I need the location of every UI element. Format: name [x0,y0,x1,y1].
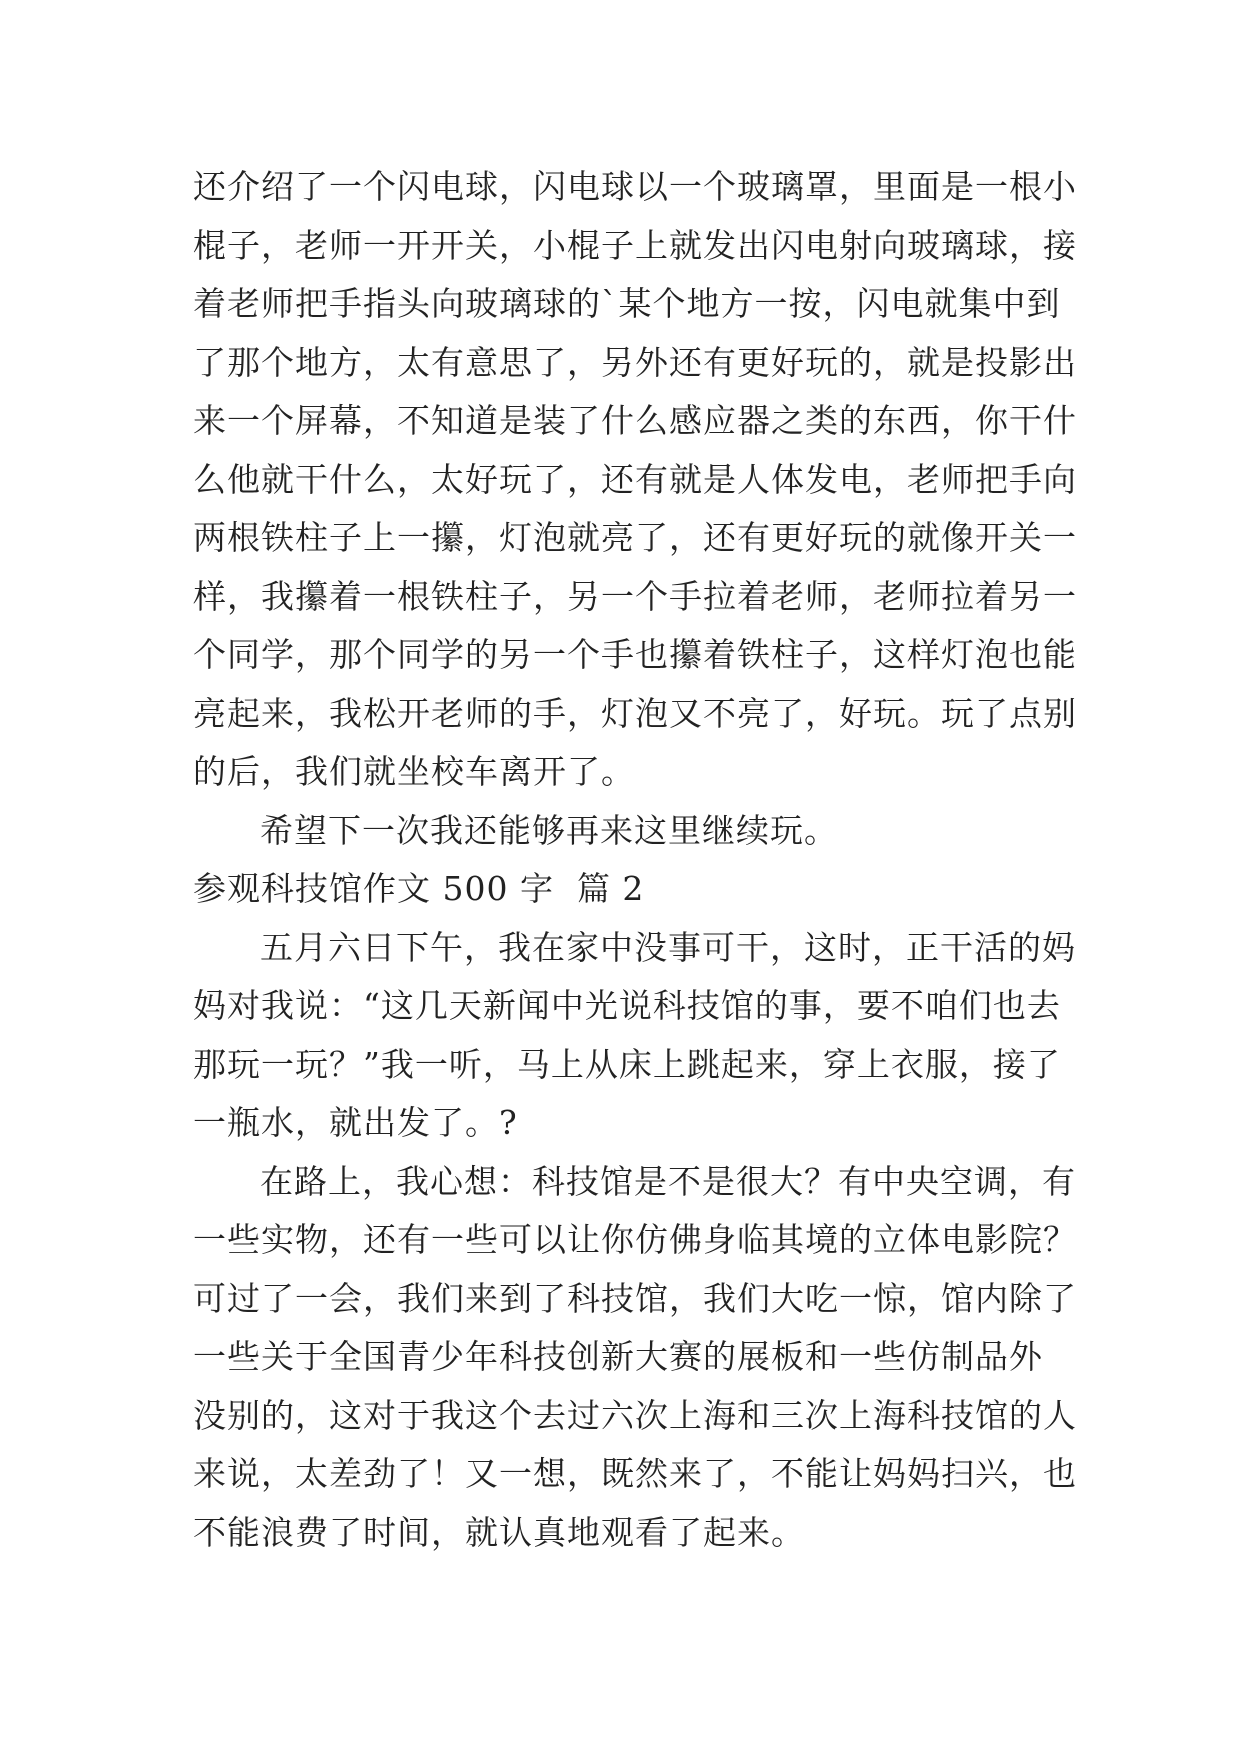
text-line: 妈对我说：“这几天新闻中光说科技馆的事，要不咱们也去 [193,986,1061,1025]
text-line: 了那个地方，太有意思了，另外还有更好玩的，就是投影出 [193,342,1077,382]
text-line: 亮起来，我松开老师的手，灯泡又不亮了，好玩。玩了点别 [193,693,1077,733]
paragraph-3 [193,919,1076,1153]
text-line: 的后，我们就坐校车离开了。 [193,752,635,791]
text-line: 那玩一玩？”我一听，马上从床上跳起来，穿上衣服，接了 [193,1044,1061,1084]
text-line: 样，我攥着一根铁柱子，另一个手拉着老师，老师拉着另一 [193,576,1077,616]
text-line: 不能浪费了时间，就认真地观看了起来。 [193,1512,805,1552]
text-line: 可过了一会，我们来到了科技馆，我们大吃一惊，馆内除了 [193,1278,1077,1318]
text-line: 么他就干什么，太好玩了，还有就是人体发电，老师把手向 [193,459,1077,499]
text-line: 没别的，这对于我这个去过六次上海和三次上海科技馆的人 [193,1395,1077,1435]
text-line: 在路上，我心想：科技馆是不是很大？有中央空调，有 [260,1161,1076,1201]
text-line: 希望下一次我还能够再来这里继续玩。 [260,810,838,850]
text-line: 一些实物，还有一些可以让你仿佛身临其境的立体电影院？ [193,1220,1077,1259]
paragraph-4 [193,1153,1077,1563]
text-line: 两根铁柱子上一攥，灯泡就亮了，还有更好玩的就像开关一 [193,518,1077,557]
text-line: 一些关于全国青少年科技创新大赛的展板和一些仿制品外 [193,1337,1043,1376]
text-line: 着老师把手指头向玻璃球的`某个地方一按，闪电就集中到 [193,284,1061,323]
text-line: 来一个屏幕，不知道是装了什么感应器之类的东西，你干什 [193,401,1077,440]
paragraph-2 [193,802,1053,861]
text-line: 一瓶水，就出发了。? [193,1103,518,1142]
section-heading: 参观科技馆作文 500 字 篇 2 [193,869,645,908]
paragraph-1 [193,158,1077,802]
text-line: 来说，太差劲了！又一想，既然来了，不能让妈妈扫兴，也 [193,1454,1077,1493]
text-line: 五月六日下午，我在家中没事可干，这时，正干活的妈 [260,927,1076,967]
text-line: 棍子，老师一开开关，小棍子上就发出闪电射向玻璃球，接 [193,225,1077,265]
essay-body [193,158,1077,1562]
text-line: 还介绍了一个闪电球，闪电球以一个玻璃罩，里面是一根小 [193,167,1077,206]
text-line: 个同学，那个同学的另一个手也攥着铁柱子，这样灯泡也能 [193,635,1077,674]
